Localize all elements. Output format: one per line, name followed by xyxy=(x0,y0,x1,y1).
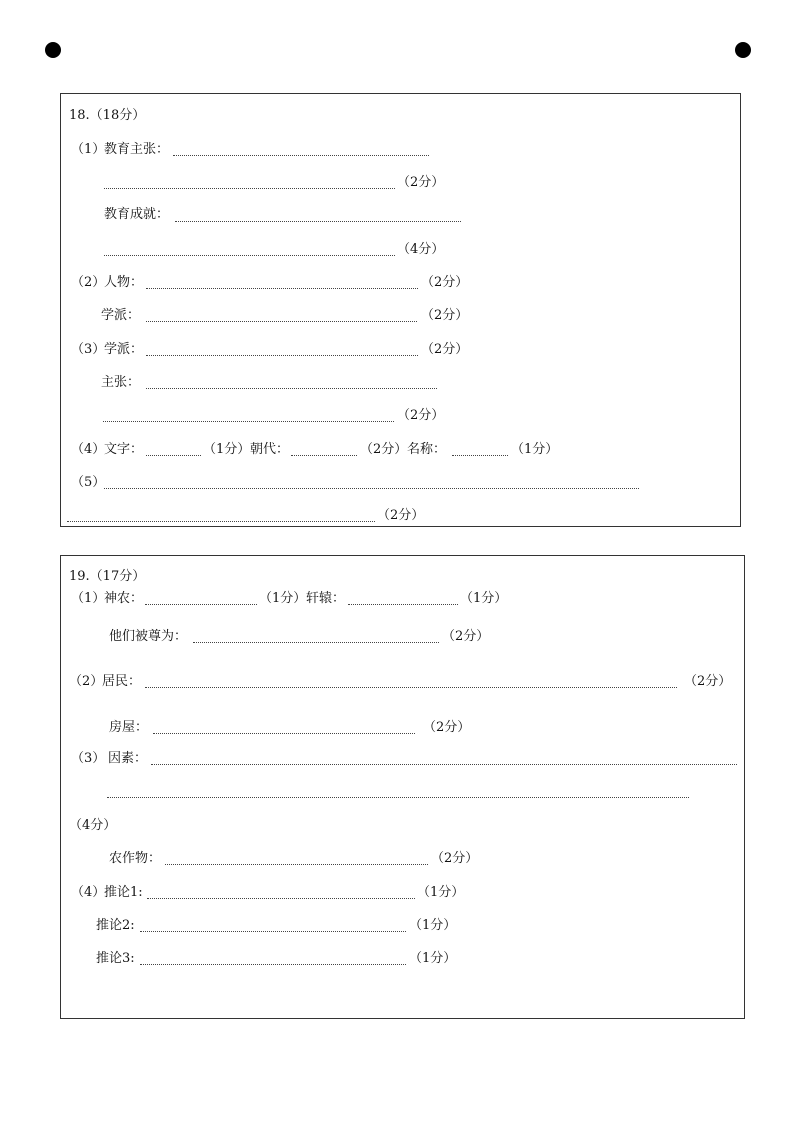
q19-1-score-honored-as: （2分） xyxy=(442,629,490,644)
registration-mark-right xyxy=(735,42,751,58)
q18-3-answer-line-school[interactable] xyxy=(146,355,418,356)
q19-4-number: （4） xyxy=(71,885,106,900)
q19-4-score-inference-2: （1分） xyxy=(409,918,457,933)
q18-5-number: （5） xyxy=(71,475,106,490)
q19-1-answer-line-xuanyuan[interactable] xyxy=(348,604,458,605)
q19-1-label-shennong: 神农： xyxy=(104,591,144,606)
q18-2-number: （2） xyxy=(71,275,106,290)
q18-3-label-school: 学派： xyxy=(104,342,144,357)
q18-3-score-school: （2分） xyxy=(421,342,469,357)
q18-4-score-dynasty: （2分） xyxy=(360,442,408,457)
q19-1-score-xuanyuan: （1分） xyxy=(460,591,508,606)
q18-3-answer-line-claim[interactable] xyxy=(146,388,437,389)
q18-4-number: （4） xyxy=(71,442,106,457)
q19-4-label-inference-1: 推论1: xyxy=(104,885,143,900)
q18-2-score-school: （2分） xyxy=(421,308,469,323)
q18-2-label-school: 学派： xyxy=(101,308,141,323)
q19-4-label-inference-3: 推论3: xyxy=(96,951,135,966)
question-19-title: 19.（17分） xyxy=(69,569,146,584)
q19-4-answer-line-inference-3[interactable] xyxy=(140,964,406,965)
question-18-box xyxy=(60,93,741,527)
q19-3-label-crops: 农作物： xyxy=(109,851,162,866)
q19-4-label-inference-2: 推论2: xyxy=(96,918,135,933)
q19-1-label-xuanyuan: 轩辕： xyxy=(306,591,346,606)
q18-3-score-claim: （2分） xyxy=(397,408,445,423)
q18-1-answer-line-achievement-cont[interactable] xyxy=(104,255,395,256)
q19-2-answer-line-residents[interactable] xyxy=(145,687,677,688)
q19-2-label-houses: 房屋： xyxy=(109,720,149,735)
q18-1-score-achievement: （4分） xyxy=(397,242,445,257)
q19-1-answer-line-shennong[interactable] xyxy=(145,604,257,605)
q19-3-answer-line-factors-cont[interactable] xyxy=(107,797,689,798)
q19-3-answer-line-crops[interactable] xyxy=(165,864,428,865)
q18-1-score-claim: （2分） xyxy=(397,175,445,190)
q18-4-answer-line-script[interactable] xyxy=(146,455,201,456)
q18-4-answer-line-dynasty[interactable] xyxy=(291,455,357,456)
q19-1-number: （1） xyxy=(71,591,106,606)
q18-4-answer-line-name[interactable] xyxy=(452,455,508,456)
q19-2-label-residents: 居民： xyxy=(102,674,142,689)
q18-5-answer-line[interactable] xyxy=(104,488,639,489)
q18-4-label-name: 名称： xyxy=(407,442,447,457)
q18-2-label-person: 人物： xyxy=(104,275,144,290)
q18-2-answer-line-school[interactable] xyxy=(146,321,417,322)
question-19-box xyxy=(60,555,745,1019)
q18-1-answer-line-claim-cont[interactable] xyxy=(104,188,395,189)
q18-3-label-claim: 主张： xyxy=(101,375,141,390)
q18-1-label-achievement: 教育成就： xyxy=(104,207,170,222)
q19-3-label-factors: 因素： xyxy=(108,751,148,766)
q19-1-score-shennong: （1分） xyxy=(259,591,307,606)
q18-4-label-dynasty: 朝代： xyxy=(250,442,290,457)
registration-mark-left xyxy=(45,42,61,58)
q19-1-answer-line-honored-as[interactable] xyxy=(193,642,439,643)
q19-3-number: （3） xyxy=(71,751,106,766)
question-18-title: 18.（18分） xyxy=(69,108,146,123)
q19-2-score-residents: （2分） xyxy=(684,674,732,689)
q18-4-score-name: （1分） xyxy=(511,442,559,457)
q18-5-answer-line-cont[interactable] xyxy=(67,521,375,522)
q19-4-answer-line-inference-2[interactable] xyxy=(140,931,406,932)
q19-3-score-factors: （4分） xyxy=(69,818,117,833)
q19-3-score-crops: （2分） xyxy=(431,851,479,866)
q18-5-score: （2分） xyxy=(377,508,425,523)
q19-4-score-inference-3: （1分） xyxy=(409,951,457,966)
q18-3-number: （3） xyxy=(71,342,106,357)
q18-4-score-script: （1分） xyxy=(203,442,251,457)
q19-3-answer-line-factors[interactable] xyxy=(151,764,737,765)
q18-1-label-claim: 教育主张： xyxy=(104,142,170,157)
q19-4-answer-line-inference-1[interactable] xyxy=(147,898,415,899)
q18-4-label-script: 文字： xyxy=(104,442,144,457)
q19-4-score-inference-1: （1分） xyxy=(417,885,465,900)
q19-2-number: （2） xyxy=(69,674,104,689)
q18-1-answer-line-claim[interactable] xyxy=(173,155,429,156)
q18-1-number: （1） xyxy=(71,142,106,157)
q18-3-answer-line-claim-cont[interactable] xyxy=(103,421,394,422)
q19-2-score-houses: （2分） xyxy=(423,720,471,735)
q19-2-answer-line-houses[interactable] xyxy=(153,733,415,734)
q19-1-label-honored-as: 他们被尊为： xyxy=(109,629,188,644)
q18-2-score-person: （2分） xyxy=(421,275,469,290)
q18-2-answer-line-person[interactable] xyxy=(146,288,418,289)
q18-1-answer-line-achievement[interactable] xyxy=(175,221,461,222)
